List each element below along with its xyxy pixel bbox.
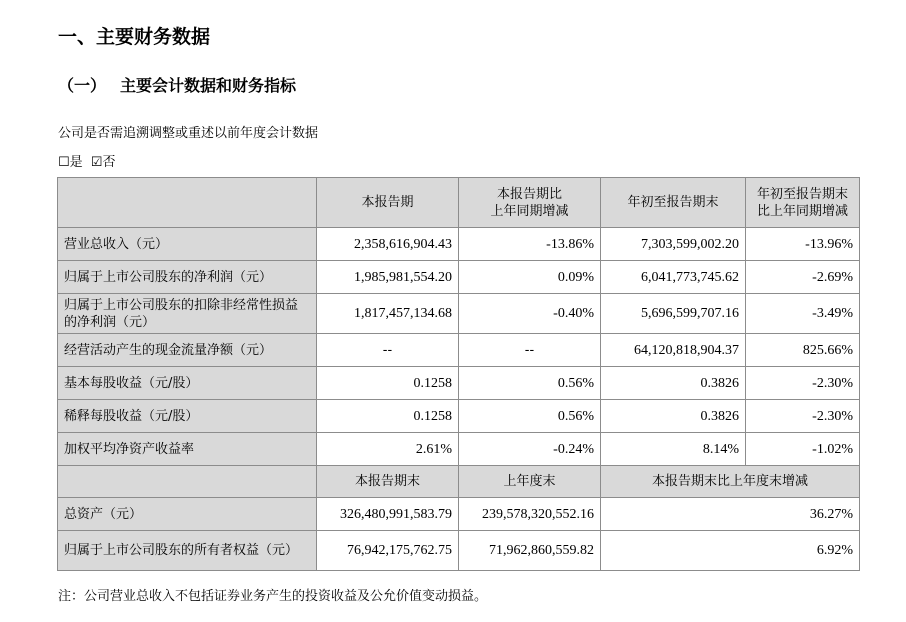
cell-c1: 326,480,991,583.79 xyxy=(317,498,459,531)
subsection-number: （一） xyxy=(58,76,107,95)
table2-header-1: 本报告期末 xyxy=(317,466,459,498)
row-label: 基本每股收益（元/股） xyxy=(58,367,317,400)
table-row xyxy=(58,294,860,334)
table1-header-0 xyxy=(58,178,317,228)
table1-header-1: 本报告期 xyxy=(317,178,459,228)
table-row xyxy=(58,367,860,400)
table1-header-3: 年初至报告期末 xyxy=(601,178,746,228)
cell-c4: 825.66% xyxy=(746,334,860,367)
cell-c2: 0.09% xyxy=(459,261,601,294)
option-yes-checkbox: ☐是 xyxy=(58,155,83,170)
cell-c1: -- xyxy=(317,334,459,367)
cell-c4: -2.69% xyxy=(746,261,860,294)
cell-c1: 2,358,616,904.43 xyxy=(317,228,459,261)
table-row xyxy=(58,498,860,531)
cell-c2: 239,578,320,552.16 xyxy=(459,498,601,531)
table-row xyxy=(58,531,860,571)
restatement-options xyxy=(58,151,119,170)
cell-c1: 0.1258 xyxy=(317,400,459,433)
cell-c3: 0.3826 xyxy=(601,367,746,400)
table-row xyxy=(58,433,860,466)
table1-header-4: 年初至报告期末 比上年同期增减 xyxy=(746,178,860,228)
cell-c2: -0.40% xyxy=(459,294,601,334)
table-row xyxy=(58,334,860,367)
cell-c2: -0.24% xyxy=(459,433,601,466)
cell-c4: -2.30% xyxy=(746,400,860,433)
cell-c2: 0.56% xyxy=(459,400,601,433)
section-title: 一、主要财务数据 xyxy=(58,26,211,48)
table1-header-row xyxy=(58,178,860,228)
financial-data-table xyxy=(57,177,860,571)
subsection-label: 主要会计数据和财务指标 xyxy=(120,76,297,95)
cell-c4: -2.30% xyxy=(746,367,860,400)
row-label: 归属于上市公司股东的扣除非经常性损益的净利润（元） xyxy=(58,294,317,334)
row-label: 营业总收入（元） xyxy=(58,228,317,261)
cell-c3: 5,696,599,707.16 xyxy=(601,294,746,334)
cell-c4: -13.96% xyxy=(746,228,860,261)
table-row xyxy=(58,228,860,261)
table2-header-3: 本报告期末比上年度末增减 xyxy=(601,466,860,498)
cell-c1: 2.61% xyxy=(317,433,459,466)
cell-c1: 0.1258 xyxy=(317,367,459,400)
option-no-checkbox: ☑否 xyxy=(90,155,116,170)
row-label: 稀释每股收益（元/股） xyxy=(58,400,317,433)
cell-c3: 64,120,818,904.37 xyxy=(601,334,746,367)
cell-c4: -3.49% xyxy=(746,294,860,334)
row-label: 归属于上市公司股东的所有者权益（元） xyxy=(58,531,317,571)
table1-header-2: 本报告期比 上年同期增减 xyxy=(459,178,601,228)
restatement-question: 公司是否需追溯调整或重述以前年度会计数据 xyxy=(58,126,319,141)
cell-c3: 6,041,773,745.62 xyxy=(601,261,746,294)
cell-c1: 1,817,457,134.68 xyxy=(317,294,459,334)
cell-c3: 7,303,599,002.20 xyxy=(601,228,746,261)
cell-c3: 0.3826 xyxy=(601,400,746,433)
cell-c3: 6.92% xyxy=(601,531,860,571)
table2-header-2: 上年度末 xyxy=(459,466,601,498)
cell-c1: 1,985,981,554.20 xyxy=(317,261,459,294)
footnote: 注：公司营业总收入不包括证券业务产生的投资收益及公允价值变动损益。 xyxy=(58,589,488,604)
row-label: 总资产（元） xyxy=(58,498,317,531)
table-row xyxy=(58,261,860,294)
cell-c2: 0.56% xyxy=(459,367,601,400)
cell-c1: 76,942,175,762.75 xyxy=(317,531,459,571)
cell-c2: 71,962,860,559.82 xyxy=(459,531,601,571)
row-label: 经营活动产生的现金流量净额（元） xyxy=(58,334,317,367)
row-label: 归属于上市公司股东的净利润（元） xyxy=(58,261,317,294)
cell-c3: 36.27% xyxy=(601,498,860,531)
cell-c2: -13.86% xyxy=(459,228,601,261)
cell-c4: -1.02% xyxy=(746,433,860,466)
table2-header-row xyxy=(58,466,860,498)
subsection-title xyxy=(58,73,296,96)
row-label: 加权平均净资产收益率 xyxy=(58,433,317,466)
cell-c2: -- xyxy=(459,334,601,367)
table-row xyxy=(58,400,860,433)
table2-header-0 xyxy=(58,466,317,498)
cell-c3: 8.14% xyxy=(601,433,746,466)
